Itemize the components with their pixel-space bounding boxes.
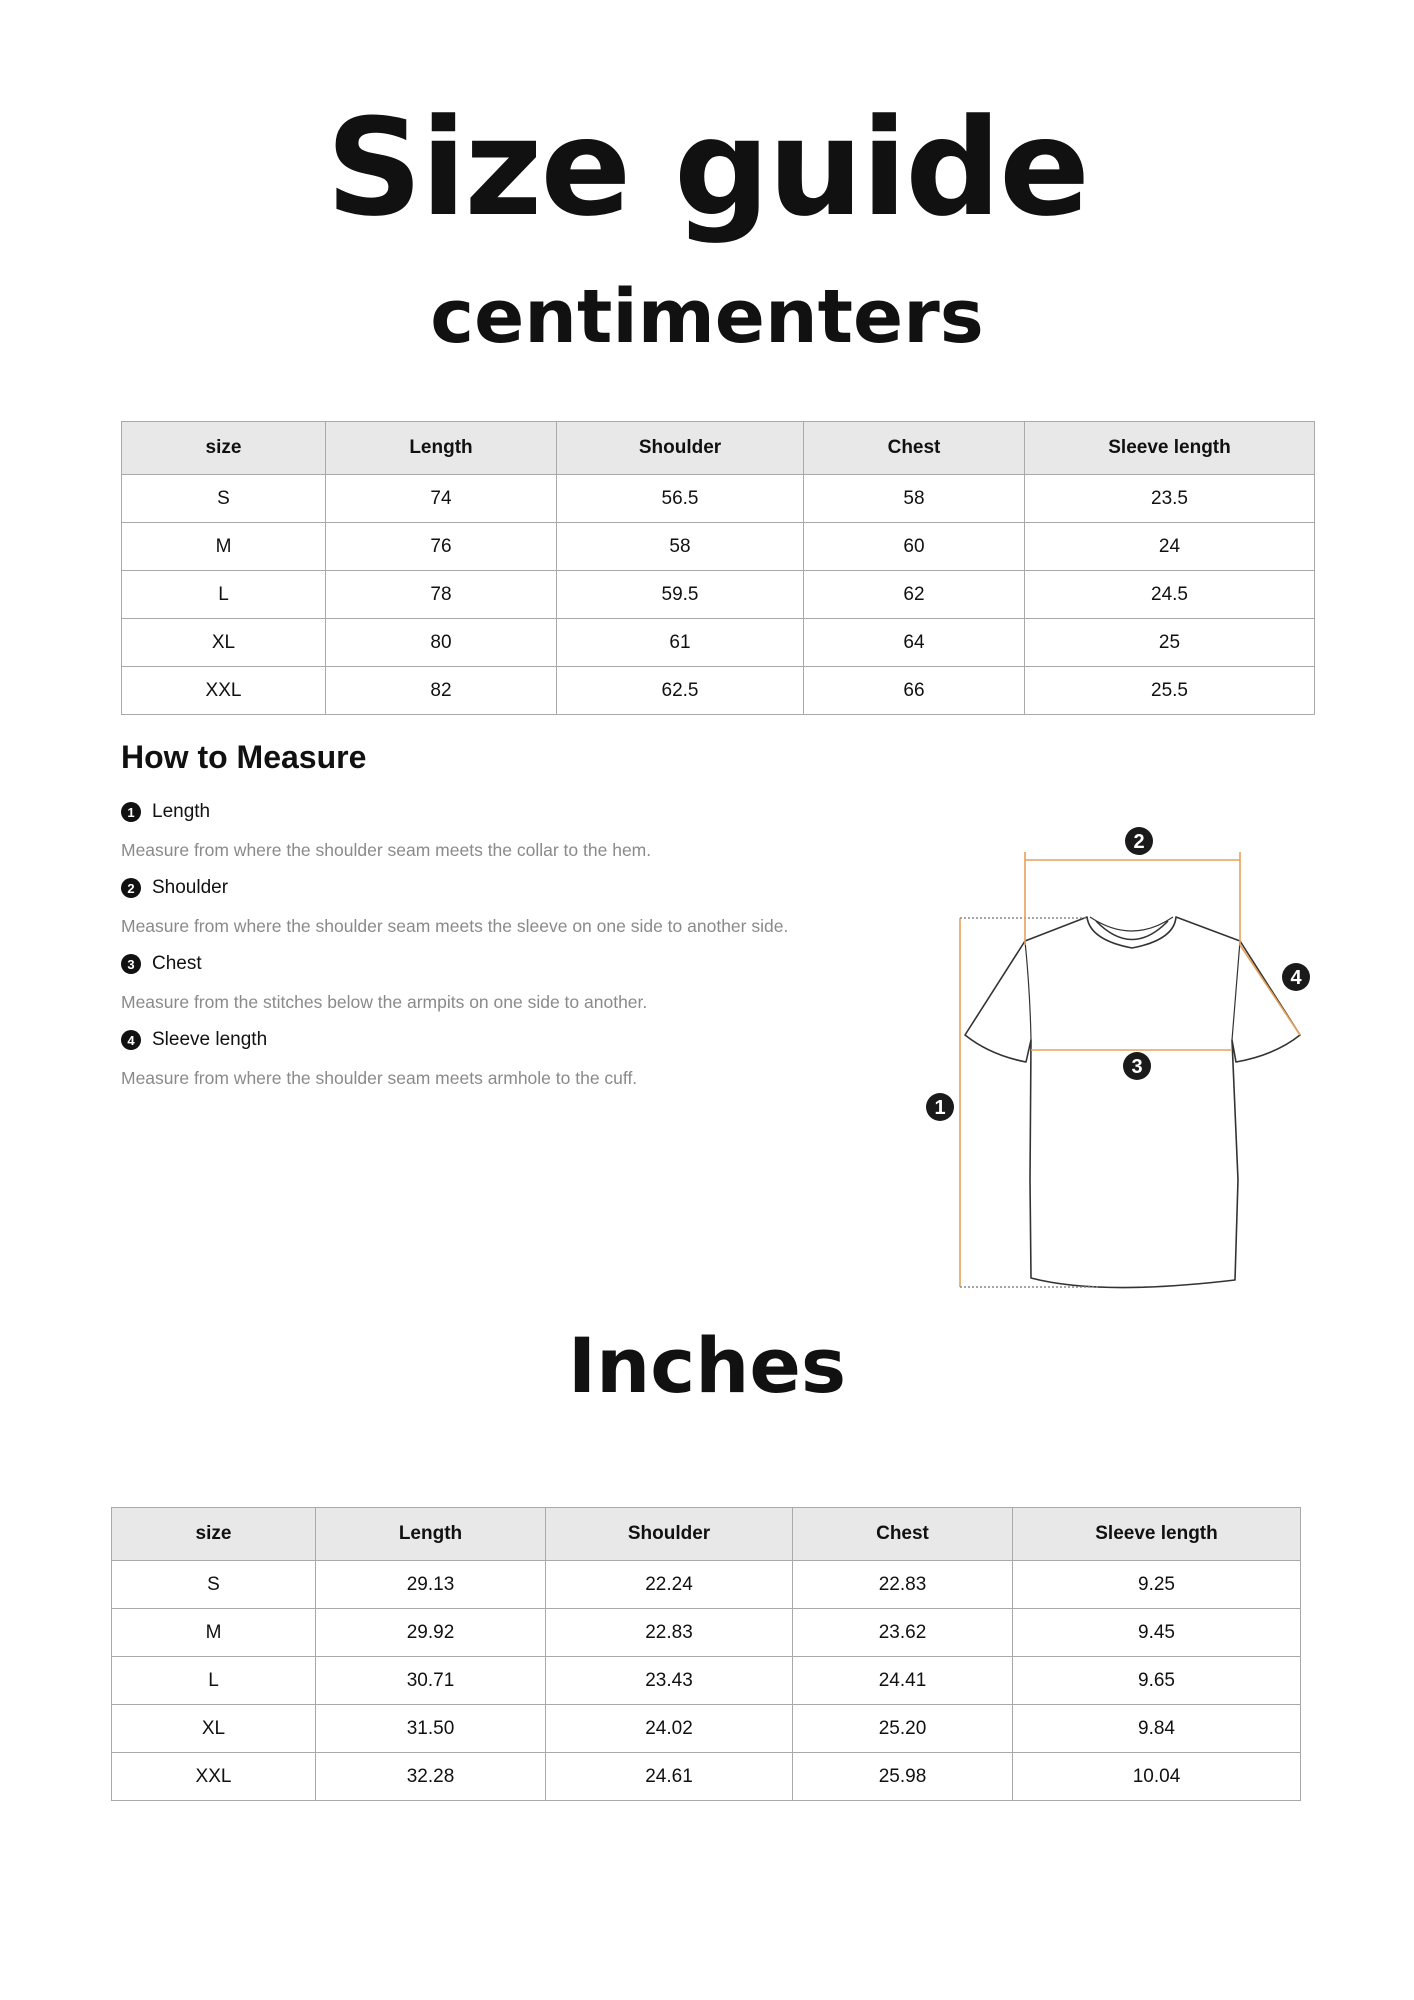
sleeve-length-cell: 9.65: [1013, 1657, 1301, 1705]
length-cell: 29.13: [316, 1561, 546, 1609]
size-cell: L: [122, 571, 326, 619]
length-cell: 76: [326, 523, 557, 571]
column-header-shoulder: Shoulder: [557, 422, 804, 475]
length-cell: 80: [326, 619, 557, 667]
chest-cell: 22.83: [793, 1561, 1013, 1609]
sleeve-length-cell: 9.84: [1013, 1705, 1301, 1753]
sleeve-length-cell: 9.25: [1013, 1561, 1301, 1609]
step-label: Shoulder: [152, 877, 229, 898]
step-label: Length: [152, 801, 211, 822]
column-header-size: size: [112, 1508, 316, 1561]
shoulder-cell: 23.43: [546, 1657, 793, 1705]
table-header-row: [112, 1508, 1301, 1561]
how-to-measure-title: How to Measure: [121, 739, 367, 775]
step-label: Sleeve length: [152, 1029, 268, 1050]
table-row: [112, 1753, 1301, 1801]
chest-cell: 58: [804, 475, 1025, 523]
chest-cell: 23.62: [793, 1609, 1013, 1657]
svg-text:2: 2: [1133, 831, 1145, 853]
step-number-badge: 2: [121, 878, 141, 898]
shoulder-cell: 56.5: [557, 475, 804, 523]
table-row: [122, 619, 1315, 667]
measure-step-length: [121, 797, 901, 873]
size-cell: XXL: [112, 1753, 316, 1801]
sleeve-length-cell: 24: [1025, 523, 1315, 571]
step-description: Measure from where the shoulder seam meets the collar to the hem.: [121, 840, 652, 860]
length-cell: 31.50: [316, 1705, 546, 1753]
centimeters-size-table: [121, 421, 1315, 715]
length-cell: 74: [326, 475, 557, 523]
shoulder-cell: 24.02: [546, 1705, 793, 1753]
tshirt-icon: [965, 917, 1300, 1288]
size-cell: XXL: [122, 667, 326, 715]
step-description: Measure from where the shoulder seam meets armhole to the cuff.: [121, 1068, 638, 1088]
measure-step-sleeve-length: [121, 1025, 901, 1101]
marker-chest: [1123, 1052, 1151, 1080]
length-cell: 29.92: [316, 1609, 546, 1657]
table-row: [112, 1561, 1301, 1609]
step-description: Measure from the stitches below the armpits on one side to another.: [121, 992, 648, 1012]
chest-cell: 24.41: [793, 1657, 1013, 1705]
step-number-badge: 4: [121, 1030, 141, 1050]
marker-shoulder: [1125, 827, 1153, 855]
chest-cell: 66: [804, 667, 1025, 715]
shoulder-cell: 24.61: [546, 1753, 793, 1801]
table-row: [122, 523, 1315, 571]
table-row: [112, 1609, 1301, 1657]
step-description: Measure from where the shoulder seam meets the sleeve on one side to another side.: [121, 916, 789, 936]
inches-heading: Inches: [567, 1321, 847, 1410]
shoulder-cell: 59.5: [557, 571, 804, 619]
svg-text:4: 4: [1290, 967, 1302, 989]
table-row: [122, 571, 1315, 619]
shoulder-cell: 58: [557, 523, 804, 571]
length-cell: 82: [326, 667, 557, 715]
page-title: Size guide: [325, 90, 1088, 246]
size-cell: XL: [112, 1705, 316, 1753]
table-row: [122, 667, 1315, 715]
length-cell: 78: [326, 571, 557, 619]
length-cell: 30.71: [316, 1657, 546, 1705]
shoulder-cell: 22.83: [546, 1609, 793, 1657]
column-header-length: Length: [326, 422, 557, 475]
column-header-chest: Chest: [804, 422, 1025, 475]
chest-cell: 25.98: [793, 1753, 1013, 1801]
table-row: [112, 1705, 1301, 1753]
chest-cell: 62: [804, 571, 1025, 619]
size-cell: S: [122, 475, 326, 523]
measure-step-chest: [121, 949, 901, 1025]
svg-text:1: 1: [934, 1097, 946, 1119]
sleeve-length-cell: 24.5: [1025, 571, 1315, 619]
chest-cell: 60: [804, 523, 1025, 571]
table-row: [122, 475, 1315, 523]
table-header-row: [122, 422, 1315, 475]
chest-cell: 64: [804, 619, 1025, 667]
measurement-markers: [926, 827, 1310, 1121]
how-to-measure-section: [121, 735, 901, 1101]
chest-cell: 25.20: [793, 1705, 1013, 1753]
column-header-shoulder: Shoulder: [546, 1508, 793, 1561]
column-header-sleeve-length: Sleeve length: [1013, 1508, 1301, 1561]
step-label: Chest: [152, 953, 202, 974]
shoulder-cell: 61: [557, 619, 804, 667]
size-cell: XL: [122, 619, 326, 667]
marker-length: [926, 1093, 954, 1121]
table-row: [112, 1657, 1301, 1705]
measure-step-shoulder: [121, 873, 901, 949]
column-header-chest: Chest: [793, 1508, 1013, 1561]
step-number-badge: 3: [121, 954, 141, 974]
column-header-sleeve-length: Sleeve length: [1025, 422, 1315, 475]
length-cell: 32.28: [316, 1753, 546, 1801]
svg-text:3: 3: [1131, 1056, 1143, 1078]
shoulder-cell: 22.24: [546, 1561, 793, 1609]
sleeve-length-cell: 25: [1025, 619, 1315, 667]
sleeve-length-cell: 23.5: [1025, 475, 1315, 523]
shoulder-cell: 62.5: [557, 667, 804, 715]
size-cell: M: [122, 523, 326, 571]
sleeve-length-cell: 9.45: [1013, 1609, 1301, 1657]
centimeters-heading: centimenters: [430, 274, 984, 360]
marker-sleeve-length: [1282, 963, 1310, 991]
size-cell: M: [112, 1609, 316, 1657]
inches-size-table: [111, 1507, 1301, 1801]
column-header-size: size: [122, 422, 326, 475]
tshirt-measurement-diagram: [905, 800, 1325, 1320]
sleeve-length-cell: 25.5: [1025, 667, 1315, 715]
sleeve-length-cell: 10.04: [1013, 1753, 1301, 1801]
size-cell: S: [112, 1561, 316, 1609]
step-number-badge: 1: [121, 802, 141, 822]
size-cell: L: [112, 1657, 316, 1705]
column-header-length: Length: [316, 1508, 546, 1561]
